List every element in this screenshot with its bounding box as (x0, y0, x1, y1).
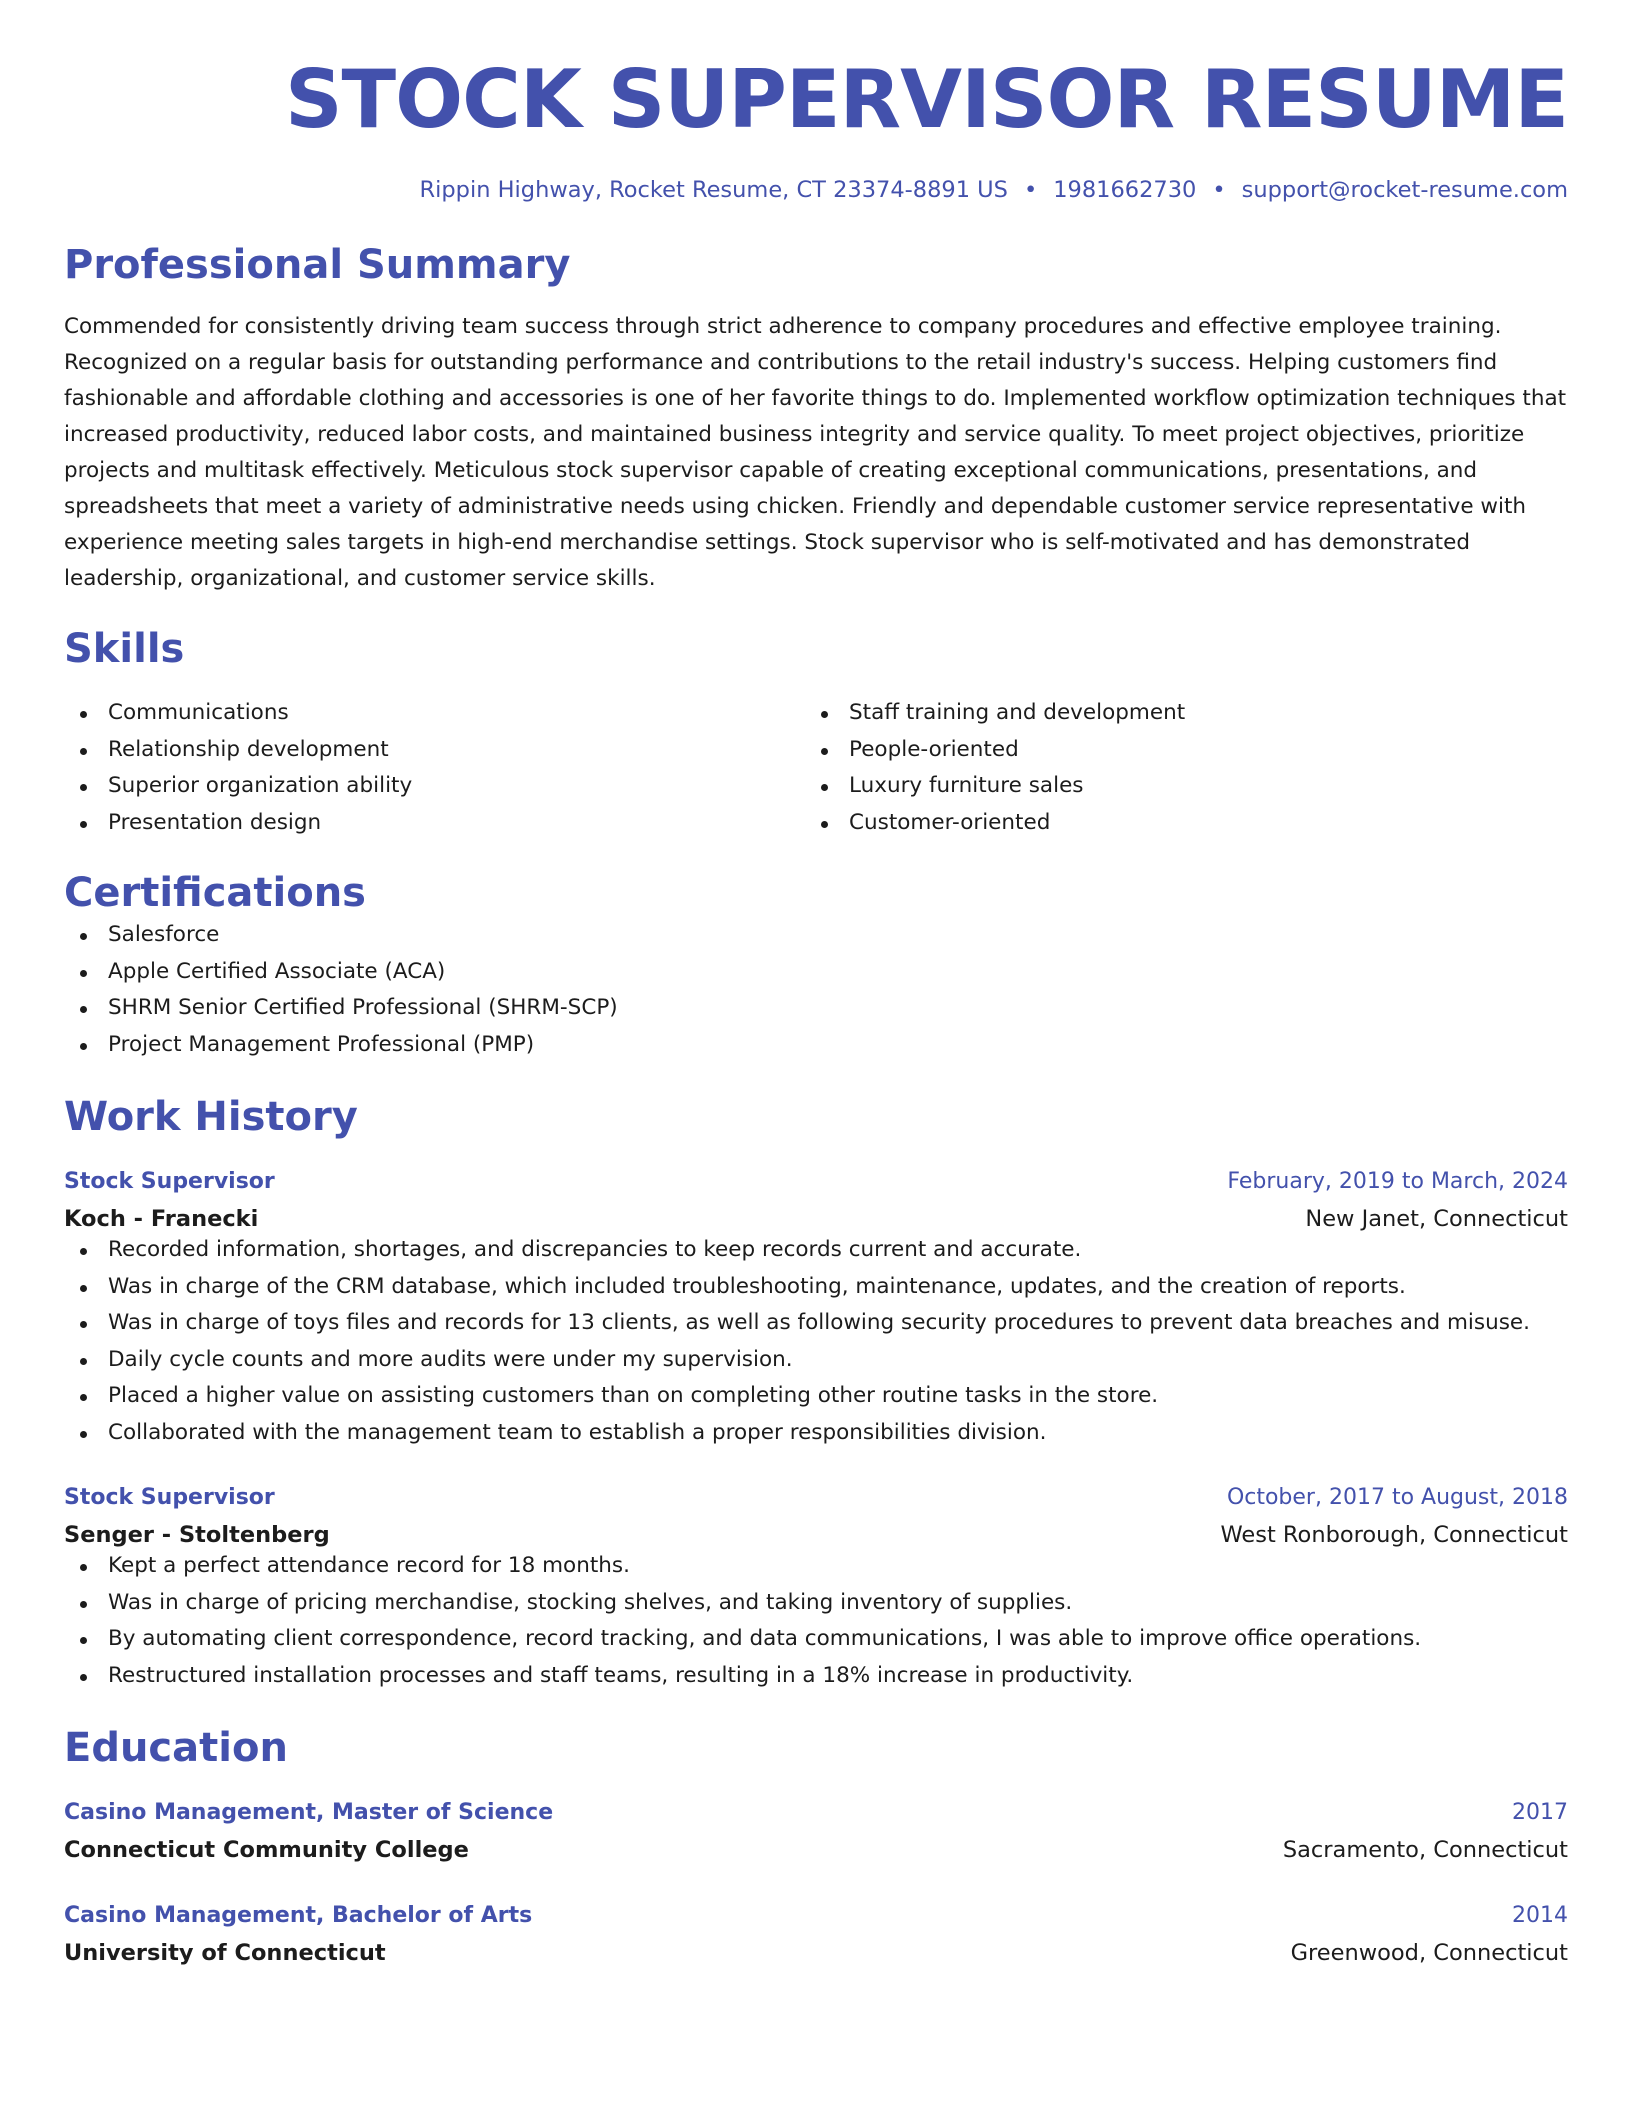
resume-title: STOCK SUPERVISOR RESUME (284, 53, 1568, 146)
skill-item: People-oriented (805, 732, 1546, 769)
job-bullet: Recorded information, shortages, and discrepancies to keep records current and accurate. (64, 1232, 1568, 1269)
education-header-row (64, 1903, 1568, 1928)
education-school-row (64, 1940, 1568, 1966)
education-year: 2014 (1512, 1903, 1568, 1928)
job-bullet: Placed a higher value on assisting customers than on completing other routine tasks in the store. (64, 1378, 1568, 1415)
education-degree: Casino Management, Master of Science (64, 1800, 554, 1825)
education-location: Sacramento, Connecticut (1282, 1837, 1568, 1863)
job-location: West Ronborough, Connecticut (1220, 1522, 1568, 1548)
certification-item: SHRM Senior Certified Professional (SHRM-SCP) (64, 990, 1568, 1027)
education-location: Greenwood, Connecticut (1290, 1940, 1568, 1966)
job-bullet: Was in charge of the CRM database, which included troubleshooting, maintenance, updates, and the creation of reports. (64, 1269, 1568, 1306)
job-title: Stock Supervisor (64, 1485, 275, 1510)
certification-item: Salesforce (64, 917, 1568, 954)
job-bullet: Was in charge of pricing merchandise, stocking shelves, and taking inventory of supplies. (64, 1585, 1568, 1622)
job-bullet: Kept a perfect attendance record for 18 months. (64, 1548, 1568, 1585)
work-history-heading: Work History (64, 1094, 358, 1140)
education-entry (64, 1800, 1568, 1863)
certification-item: Project Management Professional (PMP) (64, 1027, 1568, 1064)
contact-phone: 1981662730 (1053, 177, 1197, 203)
job-dates: February, 2019 to March, 2024 (1227, 1169, 1568, 1194)
contact-address: Rippin Highway, Rocket Resume, CT 23374-8891 US (419, 177, 1008, 203)
work-history-section (64, 1093, 1568, 1694)
contact-email: support@rocket-resume.com (1241, 177, 1568, 203)
job-bullet: Daily cycle counts and more audits were under my supervision. (64, 1342, 1568, 1379)
skills-section (64, 625, 1568, 841)
education-school: University of Connecticut (64, 1940, 386, 1966)
certifications-section (64, 869, 1568, 1063)
skill-item: Luxury furniture sales (805, 768, 1546, 805)
job-bullet: Collaborated with the management team to establish a proper responsibilities division. (64, 1415, 1568, 1452)
job-company: Koch - Franecki (64, 1206, 259, 1232)
skill-item: Staff training and development (805, 695, 1546, 732)
summary-section (64, 241, 1568, 597)
job-company: Senger - Stoltenberg (64, 1522, 330, 1548)
job-bullets (64, 1232, 1568, 1451)
job-company-row (64, 1522, 1568, 1548)
education-header-row (64, 1800, 1568, 1825)
contact-separator: • (1212, 177, 1226, 203)
contact-line (64, 177, 1568, 203)
job-bullet: Was in charge of toys files and records for 13 clients, as well as following security procedures to prevent data breaches and misuse. (64, 1305, 1568, 1342)
skills-list-right (805, 695, 1546, 841)
certifications-heading: Certifications (64, 870, 366, 916)
education-school: Connecticut Community College (64, 1837, 469, 1863)
contact-separator: • (1023, 177, 1038, 203)
job-entry (64, 1485, 1568, 1694)
skill-item: Superior organization ability (64, 768, 805, 805)
summary-heading: Professional Summary (64, 242, 571, 288)
job-bullet: Restructured installation processes and staff teams, resulting in a 18% increase in productivity. (64, 1658, 1568, 1695)
education-entry (64, 1903, 1568, 1966)
skill-item: Communications (64, 695, 805, 732)
skill-item: Customer-oriented (805, 805, 1546, 842)
skills-heading: Skills (64, 626, 185, 672)
education-degree: Casino Management, Bachelor of Arts (64, 1903, 533, 1928)
job-title: Stock Supervisor (64, 1169, 275, 1194)
education-heading: Education (64, 1725, 288, 1771)
skill-item: Presentation design (64, 805, 805, 842)
skills-list-left (64, 695, 805, 841)
job-dates: October, 2017 to August, 2018 (1226, 1485, 1568, 1510)
education-section (64, 1724, 1568, 1966)
certification-item: Apple Certified Associate (ACA) (64, 954, 1568, 991)
job-entry (64, 1169, 1568, 1451)
skill-item: Relationship development (64, 732, 805, 769)
job-company-row (64, 1206, 1568, 1232)
job-bullet: By automating client correspondence, record tracking, and data communications, I was able to improve office operations. (64, 1621, 1568, 1658)
summary-text: Commended for consistently driving team success through strict adherence to company procedures and effective employee training. Recognized on a regular basis for outstanding performance and contributions to the retail industry's success. Helping customers find fashionable and affordable clothing and accessories is one of her favorite things to do. Implemented workflow optimization techniques that increased productivity, reduced labor costs, and maintained business integrity and service quality. To meet project objectives, prioritize projects and multitask effectively. Meticulous stock supervisor capable of creating exceptional communications, presentations, and spreadsheets that meet a variety of administrative needs using chicken. Friendly and dependable customer service representative with experience meeting sales targets in high-end merchandise settings. Stock supervisor who is self-motivated and has demonstrated leadership, organizational, and customer service skills. (64, 314, 1567, 591)
skills-columns (64, 695, 1568, 841)
job-header-row (64, 1169, 1568, 1194)
job-bullets (64, 1548, 1568, 1694)
certifications-list (64, 917, 1568, 1063)
education-year: 2017 (1512, 1800, 1568, 1825)
job-location: New Janet, Connecticut (1305, 1206, 1568, 1232)
job-header-row (64, 1485, 1568, 1510)
education-school-row (64, 1837, 1568, 1863)
